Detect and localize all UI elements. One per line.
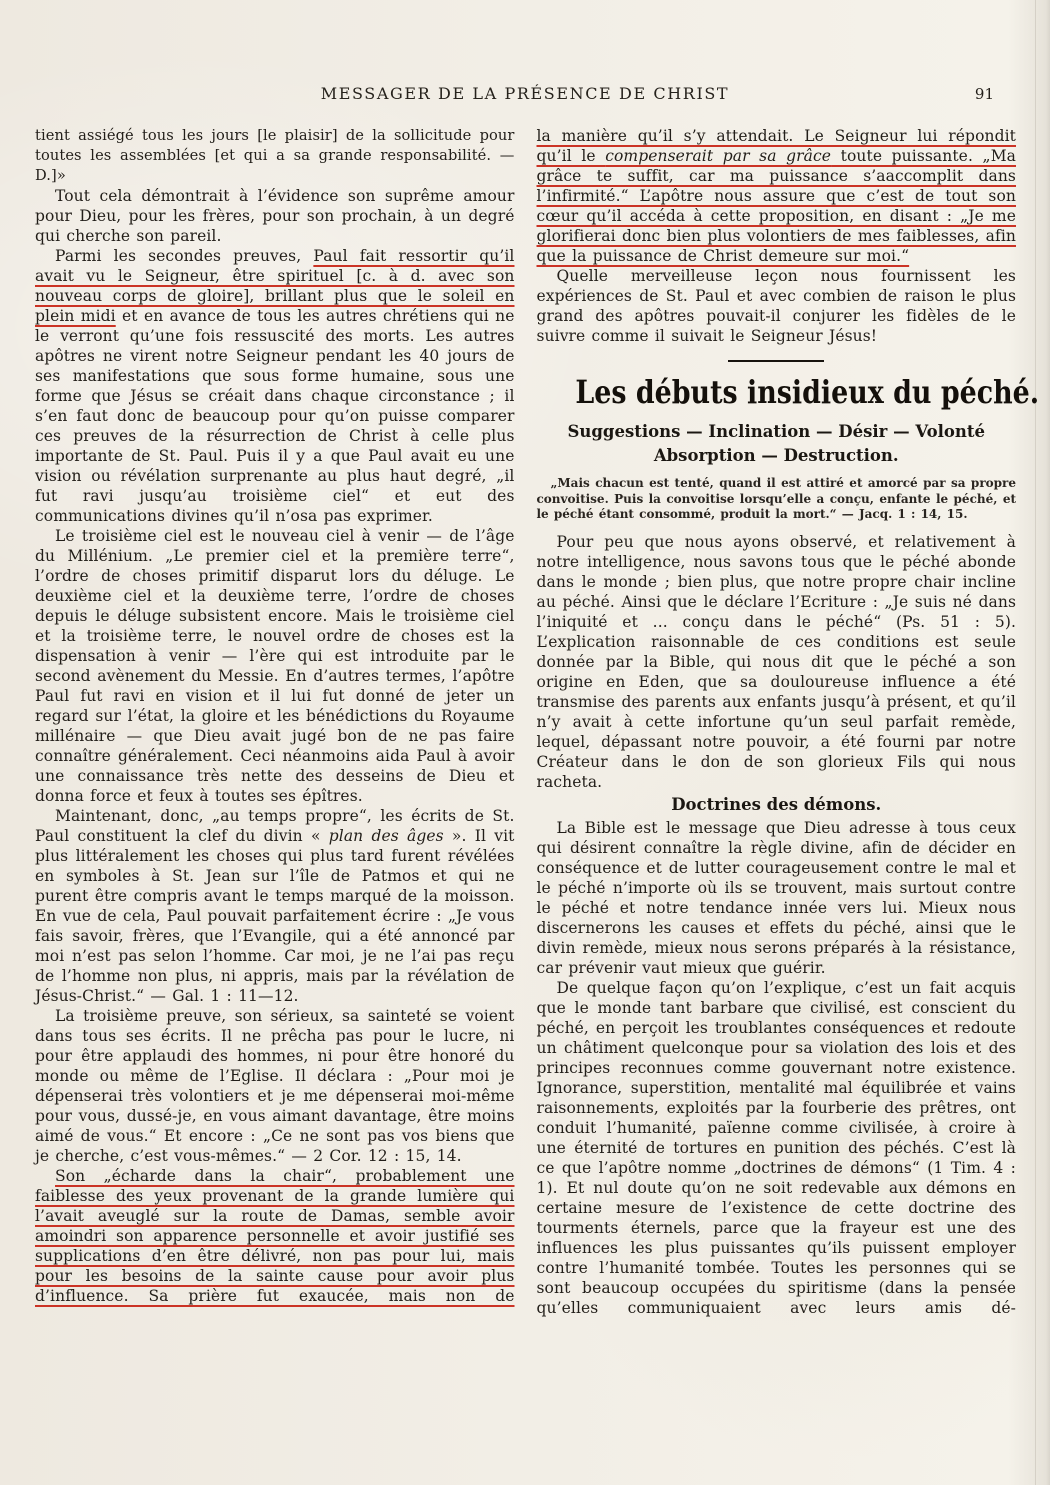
text-run: plan des âges [328, 827, 444, 845]
subhead-doctrines-des-demons: Doctrines des démons. [671, 794, 882, 814]
page-edge-shadow [1035, 0, 1036, 1485]
red-underlined-text: Paul fait ressortir qu’il avait vu le Seigneur, être spirituel [c. à d. avec son nouveau corps de gloire], brillant plus que le soleil en plein midi [35, 247, 515, 325]
article-subtitle-line1: Suggestions — Inclination — Désir — Volonté [567, 422, 986, 441]
text-run: De quelque façon qu’on l’explique, c’est un fait acquis que le monde tant barbare que civilisé, est conscient du péché, en perçoit les troublantes conséquences et redoute un châtiment quelconque pour sa violation des lois et des principes reconnues comme gouvernant notre existence. Ignorance, superstition, mentalité mal équilibrée et vains raisonnements, exploités par la fourberie des prêtres, ont conduit l’humanité, païenne comme civilisée, à croire à une éternité de tortures en punition des péchés. C’est là ce que l’apôtre nomme „doctrines de démons“ (1 Tim. 4 : 1). Et nul doute qu’on ne soit redevable aux démons en certaine mesure de l’existence de cette doctrine des tourments éternels, parce que la frayeur est une des influences les plus puissantes qu’ils puissent employer contre l’humanité tombée. Toutes les personnes qui se sont beaucoup occupées du spiritisme (dans la pensée qu’elles communiquaient avec leurs amis dé- [536, 978, 1016, 1317]
paragraph [35, 526, 515, 806]
red-underlined-text: toute puissante. „Ma grâce te suffit, car ma puissance s’aaccomplit dans l’infirmité.“ L’apôtre nous assure que c’est de tout son cœur qu’il accéda à cette proposition, en disant : „Je me glorifierai donc bien plus volontiers de mes faiblesses, afin que la puissance de Christ demeure sur moi.“ [536, 147, 1016, 265]
text-run: ». Il vit plus littéralement les choses qui plus tard furent révélées en symboles à St. Jean sur l’île de Patmos et qui ne purent être compris avant le temps marqué de la moisson. En vue de cela, Paul pouvait parfaitement écrire : „Je vous fais savoir, frères, que l’Evangile, qui a été annoncé par moi n’est pas selon l’homme. Car moi, je ne l’ai pas reçu de l’homme non plus, ni appris, mais par la révélation de Jésus-Christ.“ — Gal. 1 : 11—12. [35, 827, 515, 1005]
paragraph [537, 818, 1017, 978]
left-column-paragraphs [35, 126, 515, 1306]
text-run: La troisième preuve, son sérieux, sa sainteté se voient dans tous ses écrits. Il ne prêcha pas pour le lucre, ni pour être applaudi des hommes, ni pour être honoré du monde ou même de l’Eglise. Il déclara : „Pour moi je dépenserai très volontiers et je me dépenserai moi-même pour vous, dussé-je, en vous aimant davantage, être moins aimé de vous.“ Et encore : „Ce ne sont pas vos biens que je cherche, c’est vous-mêmes.“ — 2 Cor. 12 : 15, 14. [35, 1007, 515, 1165]
article-paragraphs-after-subhead [537, 818, 1017, 1318]
paragraph [35, 1166, 515, 1306]
article-paragraphs-before-subhead [537, 532, 1017, 792]
section-divider [728, 360, 824, 362]
scripture-epigraph: „Mais chacun est tenté, quand il est attiré et amorcé par sa propre convoitise. Puis la convoitise lorsqu’elle a conçu, enfante le péché, et le péché étant consommé, produit la mort.“ — Jacq. 1 : 14, 15. [536, 476, 1016, 521]
text-run: Le troisième ciel est le nouveau ciel à venir — de l’âge du Millénium. „Le premier ciel et la première terre“, l’ordre de choses primitif disparut lors du déluge. Le deuxième ciel et la deuxième terre, l’ordre de choses depuis le déluge subsistent encore. Mais le troisième ciel et la troisième terre, le nouvel ordre de choses est la dispensation à venir — l’ère qui est introduite par le second avènement du Messie. En d’autres termes, l’apôtre Paul fut ravi en vision et il lui fut donné de jeter un regard sur l’état, la gloire et les bénédictions du Royaume millénaire — que Dieu avait jugé bon de ne pas faire connaître généralement. Ceci néanmoins aida Paul à avoir une connaissance très nette des desseins de Dieu et donna force et feux à toutes ses épîtres. [35, 527, 515, 805]
red-underlined-text: compenserait par sa grâce [605, 147, 832, 165]
red-underlined-text: la manière qu’il s’y attendait. Le Seigneur lui répondit qu’il le [536, 127, 1016, 165]
text-run: Tout cela démontrait à l’évidence son suprême amour pour Dieu, pour les frères, pour son prochain, à un degré qui cherche son pareil. [35, 187, 515, 245]
text-run: Parmi les secondes preuves, [55, 247, 314, 265]
left-column [35, 126, 515, 1485]
red-underlined-text: Son „écharde dans la chair“, probablement une faiblesse des yeux provenant de la grande lumière qui l’avait aveuglé sur la route de Damas, semble avoir amoindri son apparence personnelle et avoir justifié ses supplications d’en être délivré, non pas pour lui, mais pour les besoins de la sainte cause pour avoir plus d’influence. Sa prière fut exaucée, mais non de [35, 1167, 515, 1305]
text-columns [35, 126, 1039, 1485]
page-header [0, 84, 1050, 108]
journal-title: MESSAGER DE LA PRÉSENCE DE CHRIST [320, 84, 730, 103]
paragraph [35, 186, 515, 246]
paragraph [537, 266, 1017, 346]
text-run: et en avance de tous les autres chrétiens qui ne le verront qu’une fois ressuscité des morts. Les autres apôtres ne virent notre Seigneur pendant les 40 jours de ses manifestations que sous forme humaine, sous une forme que Jésus se créait dans chaque circonstance ; il s’en faut donc de beaucoup pour qu’on puisse comparer ces preuves de la résurrection de Christ à celle plus importante de St. Paul. Puis il y a que Paul avait eu une vision ou révélation surprenante au plus haut degré, „il fut ravi jusqu’au troisième ciel“ et eut des communications divines qu’il n’osa pas exprimer. [35, 307, 515, 525]
right-column-opening-paragraphs [537, 126, 1017, 346]
paragraph [35, 126, 515, 186]
right-column [536, 126, 1039, 1485]
paragraph [537, 978, 1017, 1318]
article-subtitle-line2: Absorption — Destruction. [653, 446, 899, 465]
text-run: Maintenant, donc, „au temps propre“, les écrits de St. Paul constituent la clef du divin « [35, 807, 515, 845]
article-title: Les débuts insidieux du péché. [574, 373, 1039, 411]
text-run: Quelle merveilleuse leçon nous fournissent les expériences de St. Paul et avec combien de raison le plus grand des apôtres pouvait-il conjurer les fidèles de le suivre comme il suivait le Seigneur Jésus! [536, 267, 1016, 345]
paragraph [35, 1006, 515, 1166]
paragraph [35, 246, 515, 526]
text-run: La Bible est le message que Dieu adresse à tous ceux qui désirent connaître la règle divine, afin de décider en conséquence et de lutter courageusement contre le mal et le péché n’importe où ils se trouvent, mais surtout contre le péché et notre tendance innée vers lui. Mieux nous discernerons les causes et effets du péché, ainsi que le divin remède, mieux nous serons préparés à la résistance, car prévenir vaut mieux que guérir. [536, 818, 1016, 977]
paragraph [35, 806, 515, 1006]
text-run: Pour peu que nous ayons observé, et relativement à notre intelligence, nous savons tous que le péché abonde dans le monde ; bien plus, que notre propre chair incline au péché. Ainsi que le déclare l’Ecriture : „Je suis né dans l’iniquité et ... conçu dans le péché“ (Ps. 51 : 5). L’explication raisonnable de ces conditions est seule donnée par la Bible, qui nous dit que le péché a son origine en Eden, que sa douloureuse influence a été transmise des parents aux enfants jusqu’à présent, et qu’il n’y avait à cette infortune qu’un seul parfait remède, lequel, dépassant notre pouvoir, a été fourni par notre Créateur dans le don de son glorieux Fils qui nous racheta. [536, 532, 1016, 791]
paragraph [537, 126, 1017, 266]
text-run: tient assiégé tous les jours [le plaisir] de la sollicitude pour toutes les assemblées [et qui a sa grande responsabilité. — D.]» [35, 127, 515, 184]
paragraph [537, 532, 1017, 792]
page-number: 91 [974, 85, 994, 103]
